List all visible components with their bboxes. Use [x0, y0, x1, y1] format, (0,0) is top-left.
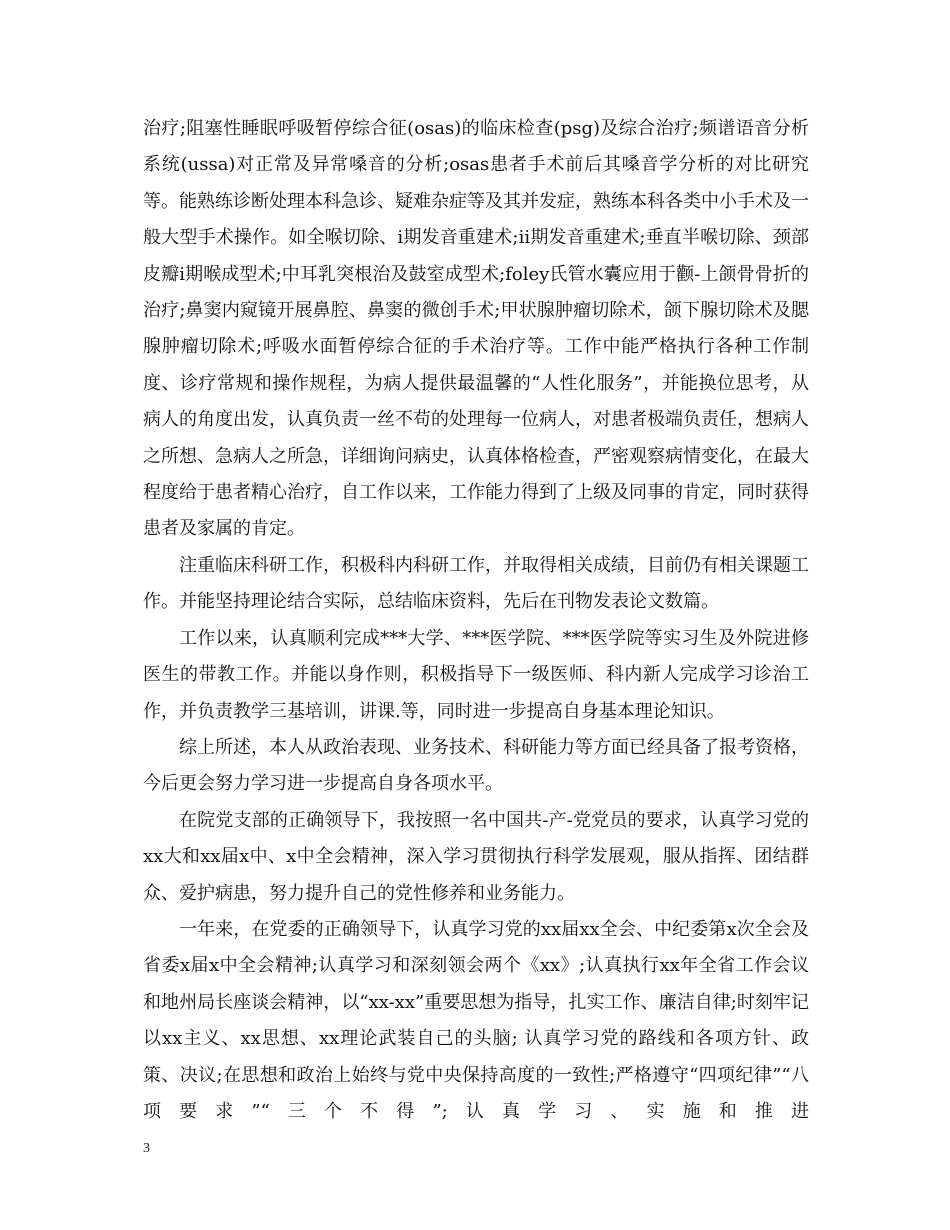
document-body: [143, 111, 809, 1130]
paragraph-party-branch: 在院党支部的正确领导下，我按照一名中国共-产-党党员的要求，认真学习党的xx大和xx届x中、x中全会精神，深入学习贯彻执行科学发展观，服从指挥、团结群众、爱护病患，努力提升自己的党性修养和业务能力。: [143, 809, 809, 904]
paragraph-research: 注重临床科研工作，积极科内科研工作，并取得相关成绩，目前仍有相关课题工作。并能坚持理论结合实际，总结临床资料，先后在刊物发表论文数篇。: [143, 554, 809, 613]
paragraph-teaching: 工作以来，认真顺利完成***大学、***医学院、***医学院等实习生及外院进修医生的带教工作。并能以身作则，积极指导下一级医师、科内新人完成学习诊治工作，并负责教学三基培训，讲课.等，同时进一步提高自身基本理论知识。: [143, 627, 809, 722]
paragraph-clinical-skills: 治疗;阻塞性睡眠呼吸暂停综合征(osas)的临床检查(psg)及综合治疗;频谱语音分析系统(ussa)对正常及异常嗓音的分析;osas患者手术前后其嗓音学分析的对比研究等。能熟练诊断处理本科急诊、疑难杂症等及其并发症，熟练本科各类中小手术及一般大型手术操作。如全喉切除、ⅰ期发音重建术;ⅱ期发音重建术;垂直半喉切除、颈部皮瓣ⅰ期喉成型术;中耳乳突根治及鼓室成型术;foley氏管水囊应用于颧-上颌骨骨折的治疗;鼻窦内窥镜开展鼻腔、鼻窦的微创手术;甲状腺肿瘤切除术，颌下腺切除术及腮腺肿瘤切除术;呼吸水面暂停综合征的手术治疗等。工作中能严格执行各种工作制度、诊疗常规和操作规程，为病人提供最温馨的“人性化服务”，并能换位思考，从病人的角度出发，认真负责一丝不苟的处理每一位病人，对患者极端负责任，想病人之所想、急病人之所急，详细询问病史，认真体格检查，严密观察病情变化，在最大程度给于患者精心治疗，自工作以来，工作能力得到了上级及同事的肯定，同时获得患者及家属的肯定。: [143, 118, 809, 540]
paragraph-party-committee: 一年来，在党委的正确领导下，认真学习党的xx届xx全会、中纪委第x次全会及省委x届x中全会精神;认真学习和深刻领会两个《xx》;认真执行xx年全省工作会议和地州局长座谈会精神，以“xx-xx”重要思想为指导，扎实工作、廉洁自律;时刻牢记以xx主义、xx思想、xx理论武装自己的头脑; 认真学习党的路线和各项方针、政策、决议;在思想和政治上始终与党中央保持高度的一致性;严格遵守“四项纪律”“八项要求”“三个不得”;认真学习、实施和推进: [143, 918, 809, 1122]
paragraph-summary: 综上所述，本人从政治表现、业务技术、科研能力等方面已经具备了报考资格，今后更会努力学习进一步提高自身各项水平。: [143, 736, 809, 795]
page-number: 3: [143, 1141, 150, 1156]
